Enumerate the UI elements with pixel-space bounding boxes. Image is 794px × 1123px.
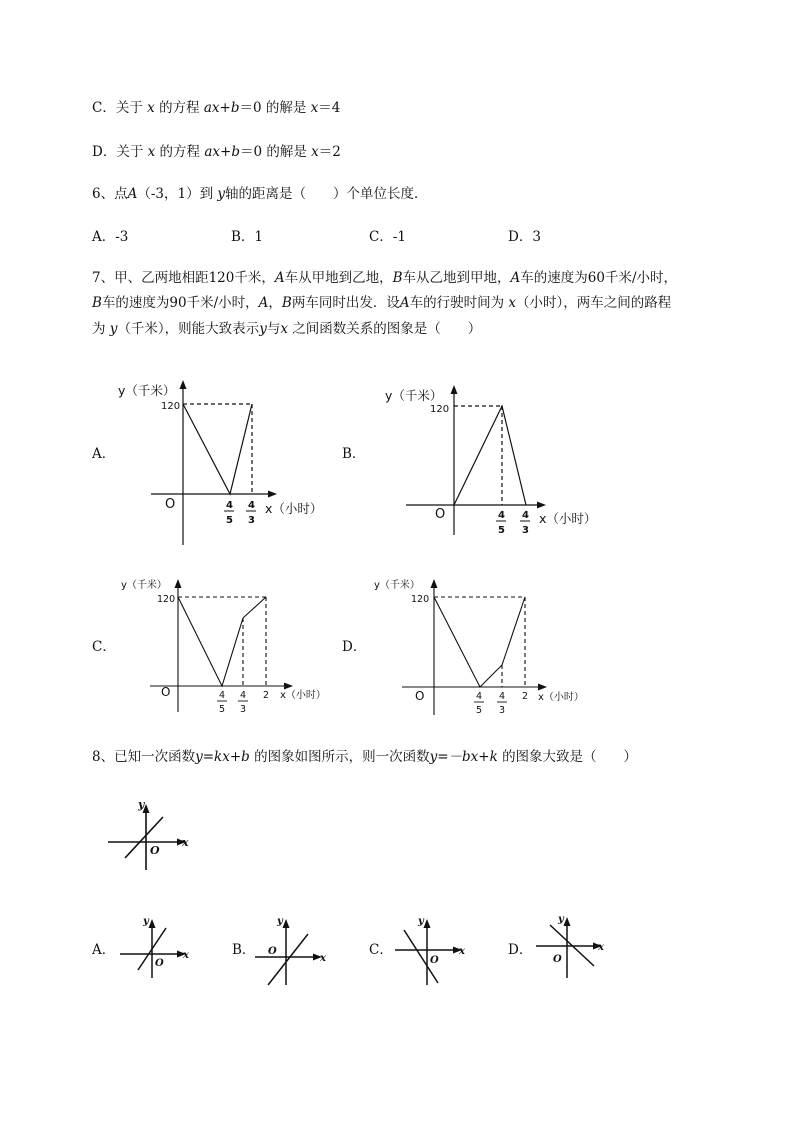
q5-option-c: C．关于 x 的方程 ax+b＝0 的解是 x＝4	[92, 100, 341, 116]
tick-4b-label: 4	[240, 690, 247, 701]
tick-4-label: 4	[226, 500, 233, 511]
q7-stem-line1: 7、甲、乙两地相距120千米，A车从甲地到乙地，B车从乙地到甲地，A车的速度为60千米/小时，	[92, 270, 678, 286]
q6-stem: 6、点A（-3，1）到 y轴的距离是（ ）个单位长度．	[92, 186, 428, 202]
tick-4b-label: 4	[522, 510, 529, 521]
x-axis-label: x（小时）	[538, 692, 584, 703]
y-axis-label: y（千米）	[118, 383, 176, 398]
x-axis-label: x	[459, 946, 465, 957]
tick-5-label: 5	[226, 515, 233, 526]
y-axis-label: y	[418, 916, 424, 927]
q7-graph-d-label: D．	[342, 639, 367, 655]
origin-label: O	[161, 685, 171, 699]
q6-option-b: B．1	[231, 229, 264, 245]
tick-4b-label: 4	[248, 500, 255, 511]
origin-label: O	[155, 958, 164, 969]
y-120-label: 120	[430, 404, 450, 415]
tick-2-label: 2	[522, 691, 529, 702]
tick-2-label: 2	[263, 690, 270, 701]
tick-5-label: 5	[498, 525, 505, 536]
y-axis-label: y	[558, 914, 564, 925]
origin-label: O	[150, 844, 160, 857]
origin-label: O	[165, 497, 176, 512]
q7-stem-line3: 为 y（千米），则能大致表示y与x 之间函数关系的图象是（ ）	[92, 321, 482, 337]
q5-option-d: D．关于 x 的方程 ax+b＝0 的解是 x＝2	[92, 144, 341, 160]
x-axis-label: x	[320, 953, 326, 964]
y-120-label: 120	[157, 594, 176, 605]
x-axis-label: x（小时）	[280, 690, 326, 701]
x-axis-label: x（小时）	[265, 501, 323, 516]
q7-stem-line2: B车的速度为90千米/小时，A，B两车同时出发．设A车的行驶时间为 x（小时），两车之间的路程	[92, 295, 672, 311]
q6-option-d: D．3	[508, 229, 541, 245]
x-axis-label: x（小时）	[539, 511, 597, 526]
tick-3-label: 3	[248, 515, 255, 526]
origin-label: O	[553, 954, 562, 965]
tick-4-label: 4	[219, 690, 226, 701]
y-axis-label: y（千米）	[374, 580, 420, 591]
tick-3-label: 3	[522, 525, 529, 536]
y-axis-label: y	[143, 916, 149, 927]
origin-label: O	[430, 955, 439, 966]
tick-4b-label: 4	[499, 691, 506, 702]
origin-label: O	[435, 507, 446, 522]
tick-5-label: 5	[476, 705, 483, 716]
tick-5-label: 5	[219, 704, 226, 715]
y-axis-label: y	[277, 916, 283, 927]
tick-4-label: 4	[498, 510, 505, 521]
q7-graph-b-label: B．	[342, 446, 366, 462]
q7-graph-a-label: A．	[92, 446, 116, 462]
q8-option-b-label: B．	[232, 942, 256, 958]
origin-label: O	[268, 946, 277, 957]
y-axis-label: y	[138, 798, 145, 811]
q7-graph-c-label: C．	[92, 639, 116, 655]
q8-stem: 8、已知一次函数y=kx+b 的图象如图所示，则一次函数y=－bx+k 的图象大致是（ ）	[92, 749, 638, 765]
y-axis-label: y（千米）	[385, 388, 443, 403]
y-120-label: 120	[161, 401, 181, 412]
q8-option-a-label: A．	[92, 942, 116, 958]
x-axis-label: x	[183, 950, 189, 961]
q8-option-d-label: D．	[508, 942, 533, 958]
y-axis-label: y（千米）	[121, 580, 167, 591]
x-axis-label: x	[598, 942, 604, 953]
q8-option-c-label: C．	[369, 942, 393, 958]
tick-3-label: 3	[240, 704, 247, 715]
q6-option-c: C．-1	[369, 229, 406, 245]
tick-4-label: 4	[476, 691, 483, 702]
origin-label: O	[415, 689, 425, 703]
tick-3-label: 3	[499, 705, 506, 716]
q6-option-a: A．-3	[92, 229, 129, 245]
x-axis-label: x	[182, 836, 189, 849]
y-120-label: 120	[411, 594, 430, 605]
